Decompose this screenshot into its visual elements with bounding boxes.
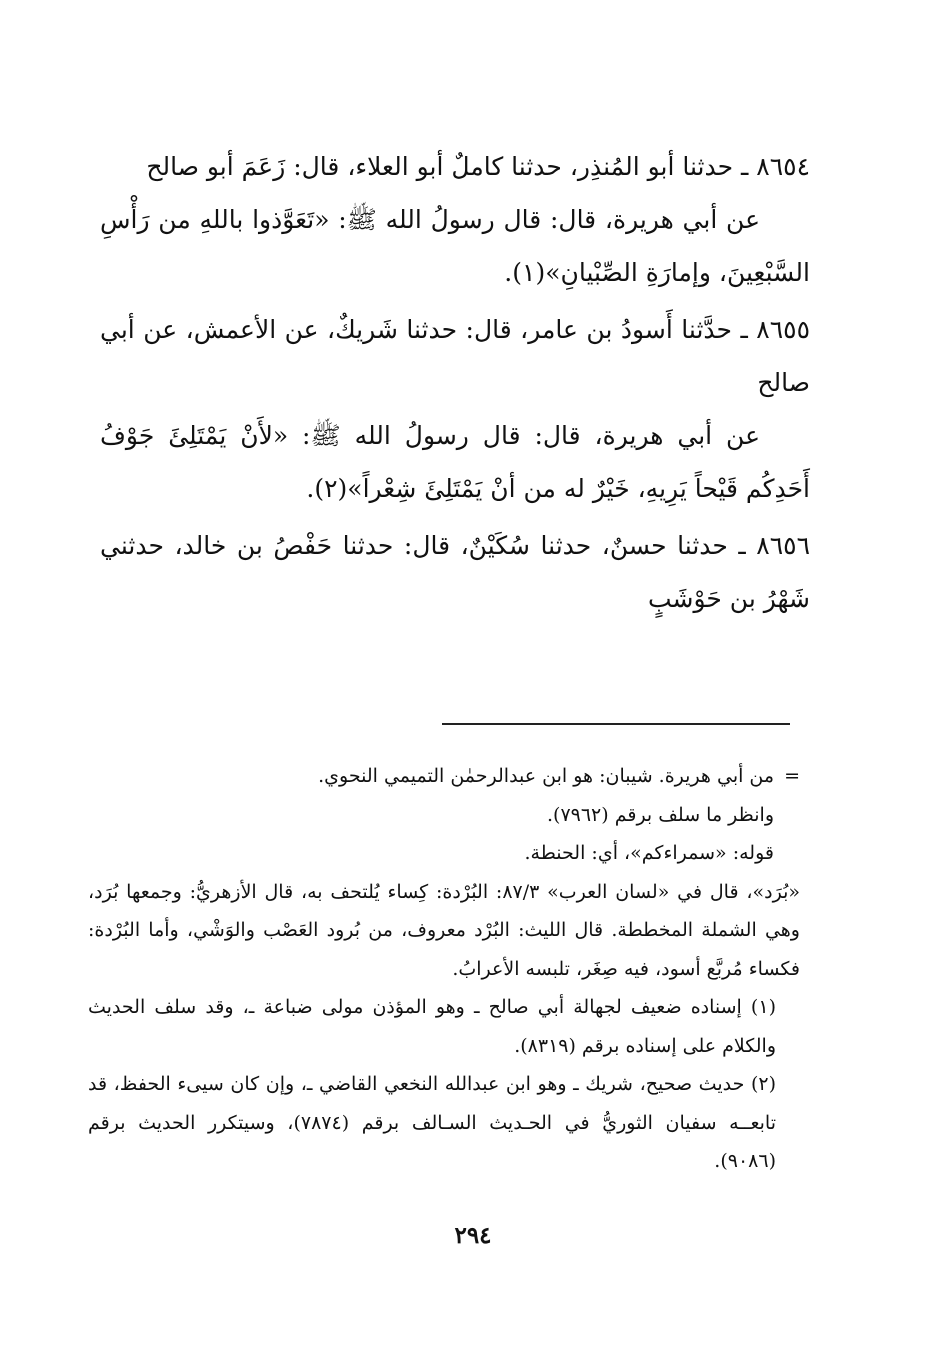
footnote-line-1: من أبي هريرة. شيبان: هو ابن عبدالرحمٰن التميمي النحوي. xyxy=(318,765,775,787)
hadith-8656-isnad: ٨٦٥٦ ـ حدثنا حسنٌ، حدثنا سُكَيْنٌ، قال: حدثنا حَفْصُ بن خالد، حدثني شَهْرُ بن حَوْشَبٍ xyxy=(100,531,810,613)
footnote-2: (٢) حديث صحيح، شريك ـ وهو ابن عبدالله النخعي القاضي ـ، وإن كان سيىء الحفظ، قد تابعــه سفيان الثوريُّ في الحـديث السـالف برقم (٧٨٧٤)، وسيتكرر الحديث برقم (٩٠٨٦). xyxy=(88,1073,776,1172)
hadith-8655-matn: عن أبي هريرة، قال: قال رسولُ الله ﷺ: «لأَنْ يَمْتَلِئَ جَوْفُ أَحَدِكُم قَيْحاً يَرِيهِ، خَيْرٌ له من أنْ يَمْتَلِئَ شِعْراً»(٢). xyxy=(100,421,810,503)
footnote-line-4: «بُرَد»، قال في «لسان العرب» ٨٧/٣: البُرْدة: كِساء يُلتحف به، قال الأزهريُّ: وجمعها بُرَد، وهي الشملة المخططة. قال الليث: البُرْد معروف، من بُرود العَصْب والوَشْي، وأما البُرْدة: فكساء مُربَّع أسود، فيه صِغَر، تلبسه الأعرابُ. xyxy=(88,880,800,980)
footnote-continuation xyxy=(88,757,800,796)
footnotes xyxy=(88,757,800,1181)
footnote-line-3: قوله: «سمراءكم»، أي: الحنطة. xyxy=(524,842,774,864)
page-number: ٢٩٤ xyxy=(454,1222,492,1249)
footnote-1: (١) إسناده ضعيف لجهالة أبي صالح ـ وهو المؤذن مولى ضباعة ـ، وقد سلف الحديث والكلام على إسناده برقم (٨٣١٩). xyxy=(88,996,776,1057)
footnote-line-2: وانظر ما سلف برقم (٧٩٦٢). xyxy=(546,803,774,826)
hadith-8654-matn: عن أبي هريرة، قال: قال رسولُ الله ﷺ: «تَعَوَّذوا باللهِ من رَأْسِ السَّبْعِينَ، وإمارَةِ الصِّبْيانِ»(١). xyxy=(100,205,810,287)
hadith-8654-isnad: ٨٦٥٤ ـ حدثنا أبو المُنذِر، حدثنا كاملٌ أبو العلاء، قال: زَعَمَ أبو صالح xyxy=(146,152,810,181)
main-text xyxy=(100,140,810,625)
hadith-8655-isnad: ٨٦٥٥ ـ حدَّثنا أَسودُ بن عامر، قال: حدثنا شَريكٌ، عن الأعمش، عن أبي صالح xyxy=(100,315,810,397)
continuation-mark: = xyxy=(784,765,800,787)
footnote-separator xyxy=(442,723,790,725)
